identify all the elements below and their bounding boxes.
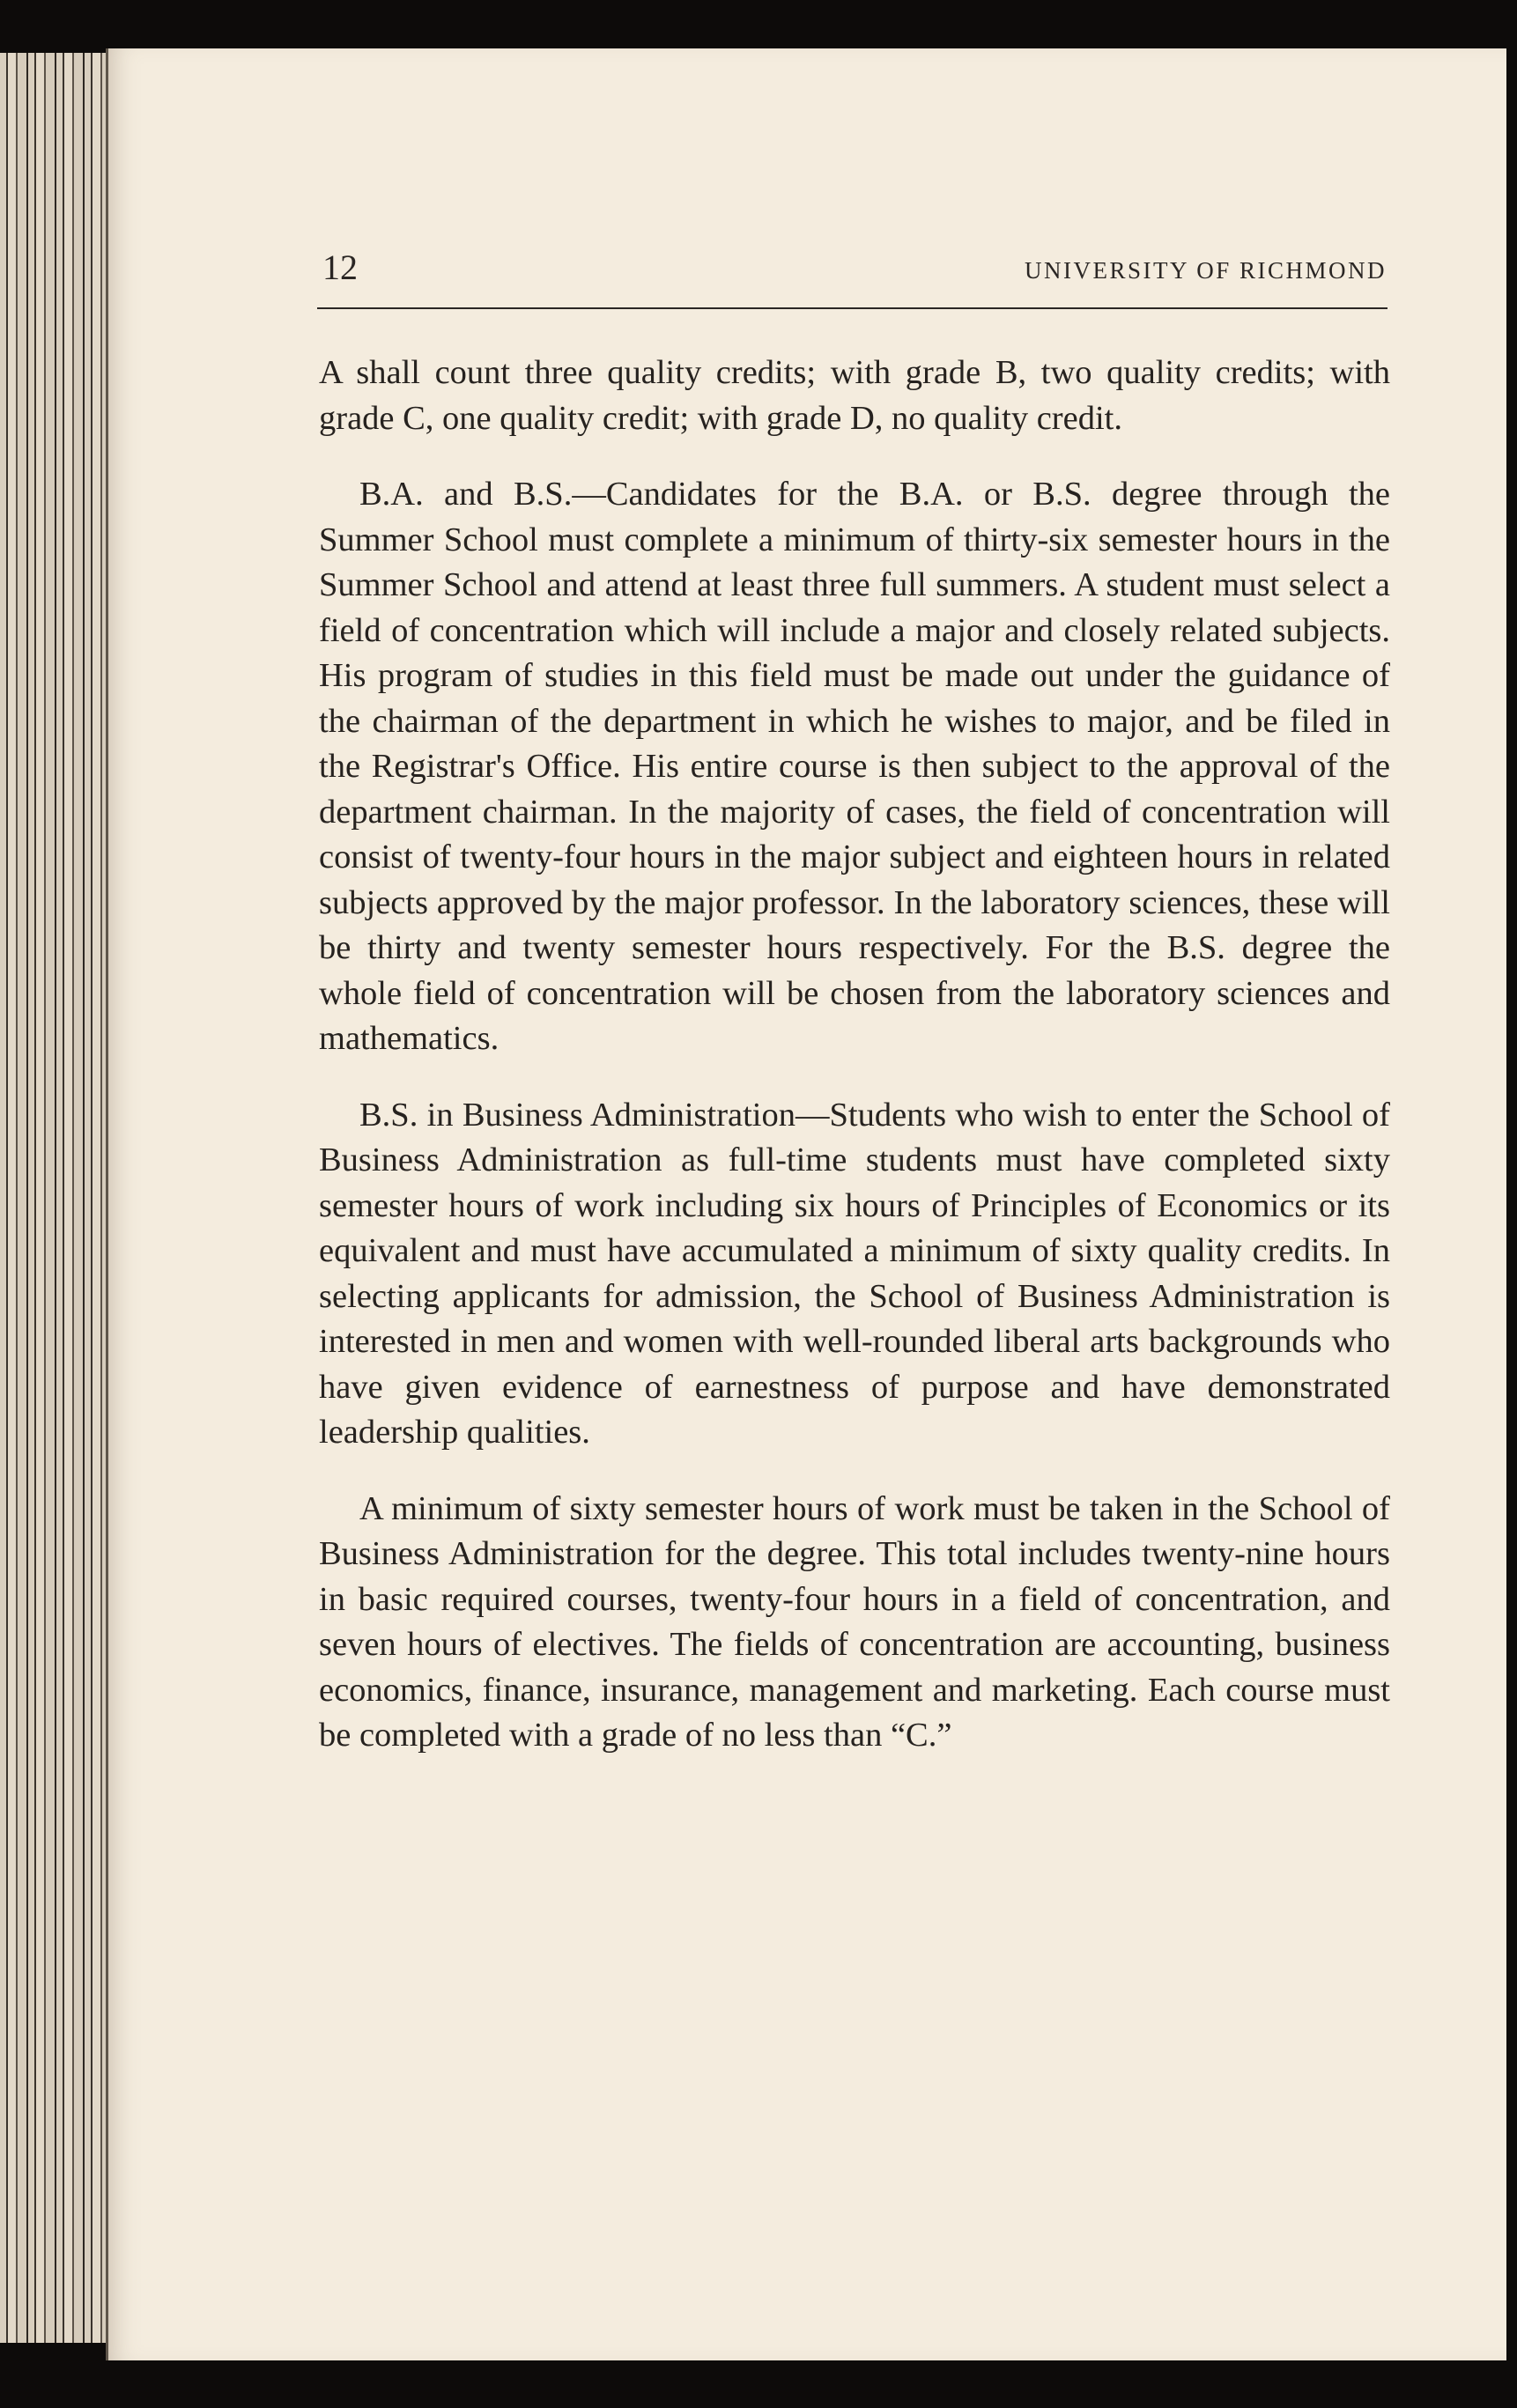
- running-head: UNIVERSITY OF RICHMOND: [1024, 257, 1387, 284]
- paragraph-grade-credits: A shall count three quality credits; with grade B, two quality credits; with grade C, one quality credit; with grade D, no quality credit.: [319, 354, 1390, 437]
- stacked-page-edges: [0, 53, 119, 2343]
- paragraph-ba-bs: B.A. and B.S.—Candidates for the B.A. or B.S. degree through the Summer School must complete a minimum of thirty-six semester hours in the Summer School and attend at least three full summers. A student must select a field of concentration which will include a major and closely related subjects. His program of studies in this field must be made out under the guidance of the chairman of the department in which he wishes to major, and be filed in the Registrar's Office. His entire course is then subject to the approval of the department chairman. In the majority of cases, the field of concentration will consist of twenty-four hours in the major subject and eighteen hours in related subjects approved by the major professor. In the laboratory sciences, these will be thirty and twenty semester hours respectively. For the B.S. degree the whole field of concentration will be chosen from the laboratory sciences and mathematics.: [319, 476, 1390, 1057]
- paragraph-business-requirements: A minimum of sixty semester hours of work must be taken in the School of Business Administration for the degree. This total includes twenty-nine hours in basic required courses, twenty-four hours in a field of concentration, and seven hours of electives. The fields of concentration are accounting, business economics, finance, insurance, management and marketing. Each course must be completed with a grade of no less than “C.”: [319, 1489, 1390, 1754]
- paragraph-business-admission: B.S. in Business Administration—Students who wish to enter the School of Business Administration as full-time students must have completed sixty semester hours of work including six hours of Principles of Economics or its equivalent and must have accumulated a minimum of sixty quality credits. In selecting applicants for admission, the School of Business Administration is interested in men and women with well-rounded liberal arts backgrounds who have given evidence of earnestness of purpose and have demonstrated leadership qualities.: [319, 1096, 1390, 1451]
- body-text: [319, 351, 1390, 1790]
- page-header: [322, 247, 1387, 299]
- right-border: [1506, 0, 1517, 2408]
- header-rule: [317, 307, 1388, 309]
- page-number: 12: [322, 247, 358, 287]
